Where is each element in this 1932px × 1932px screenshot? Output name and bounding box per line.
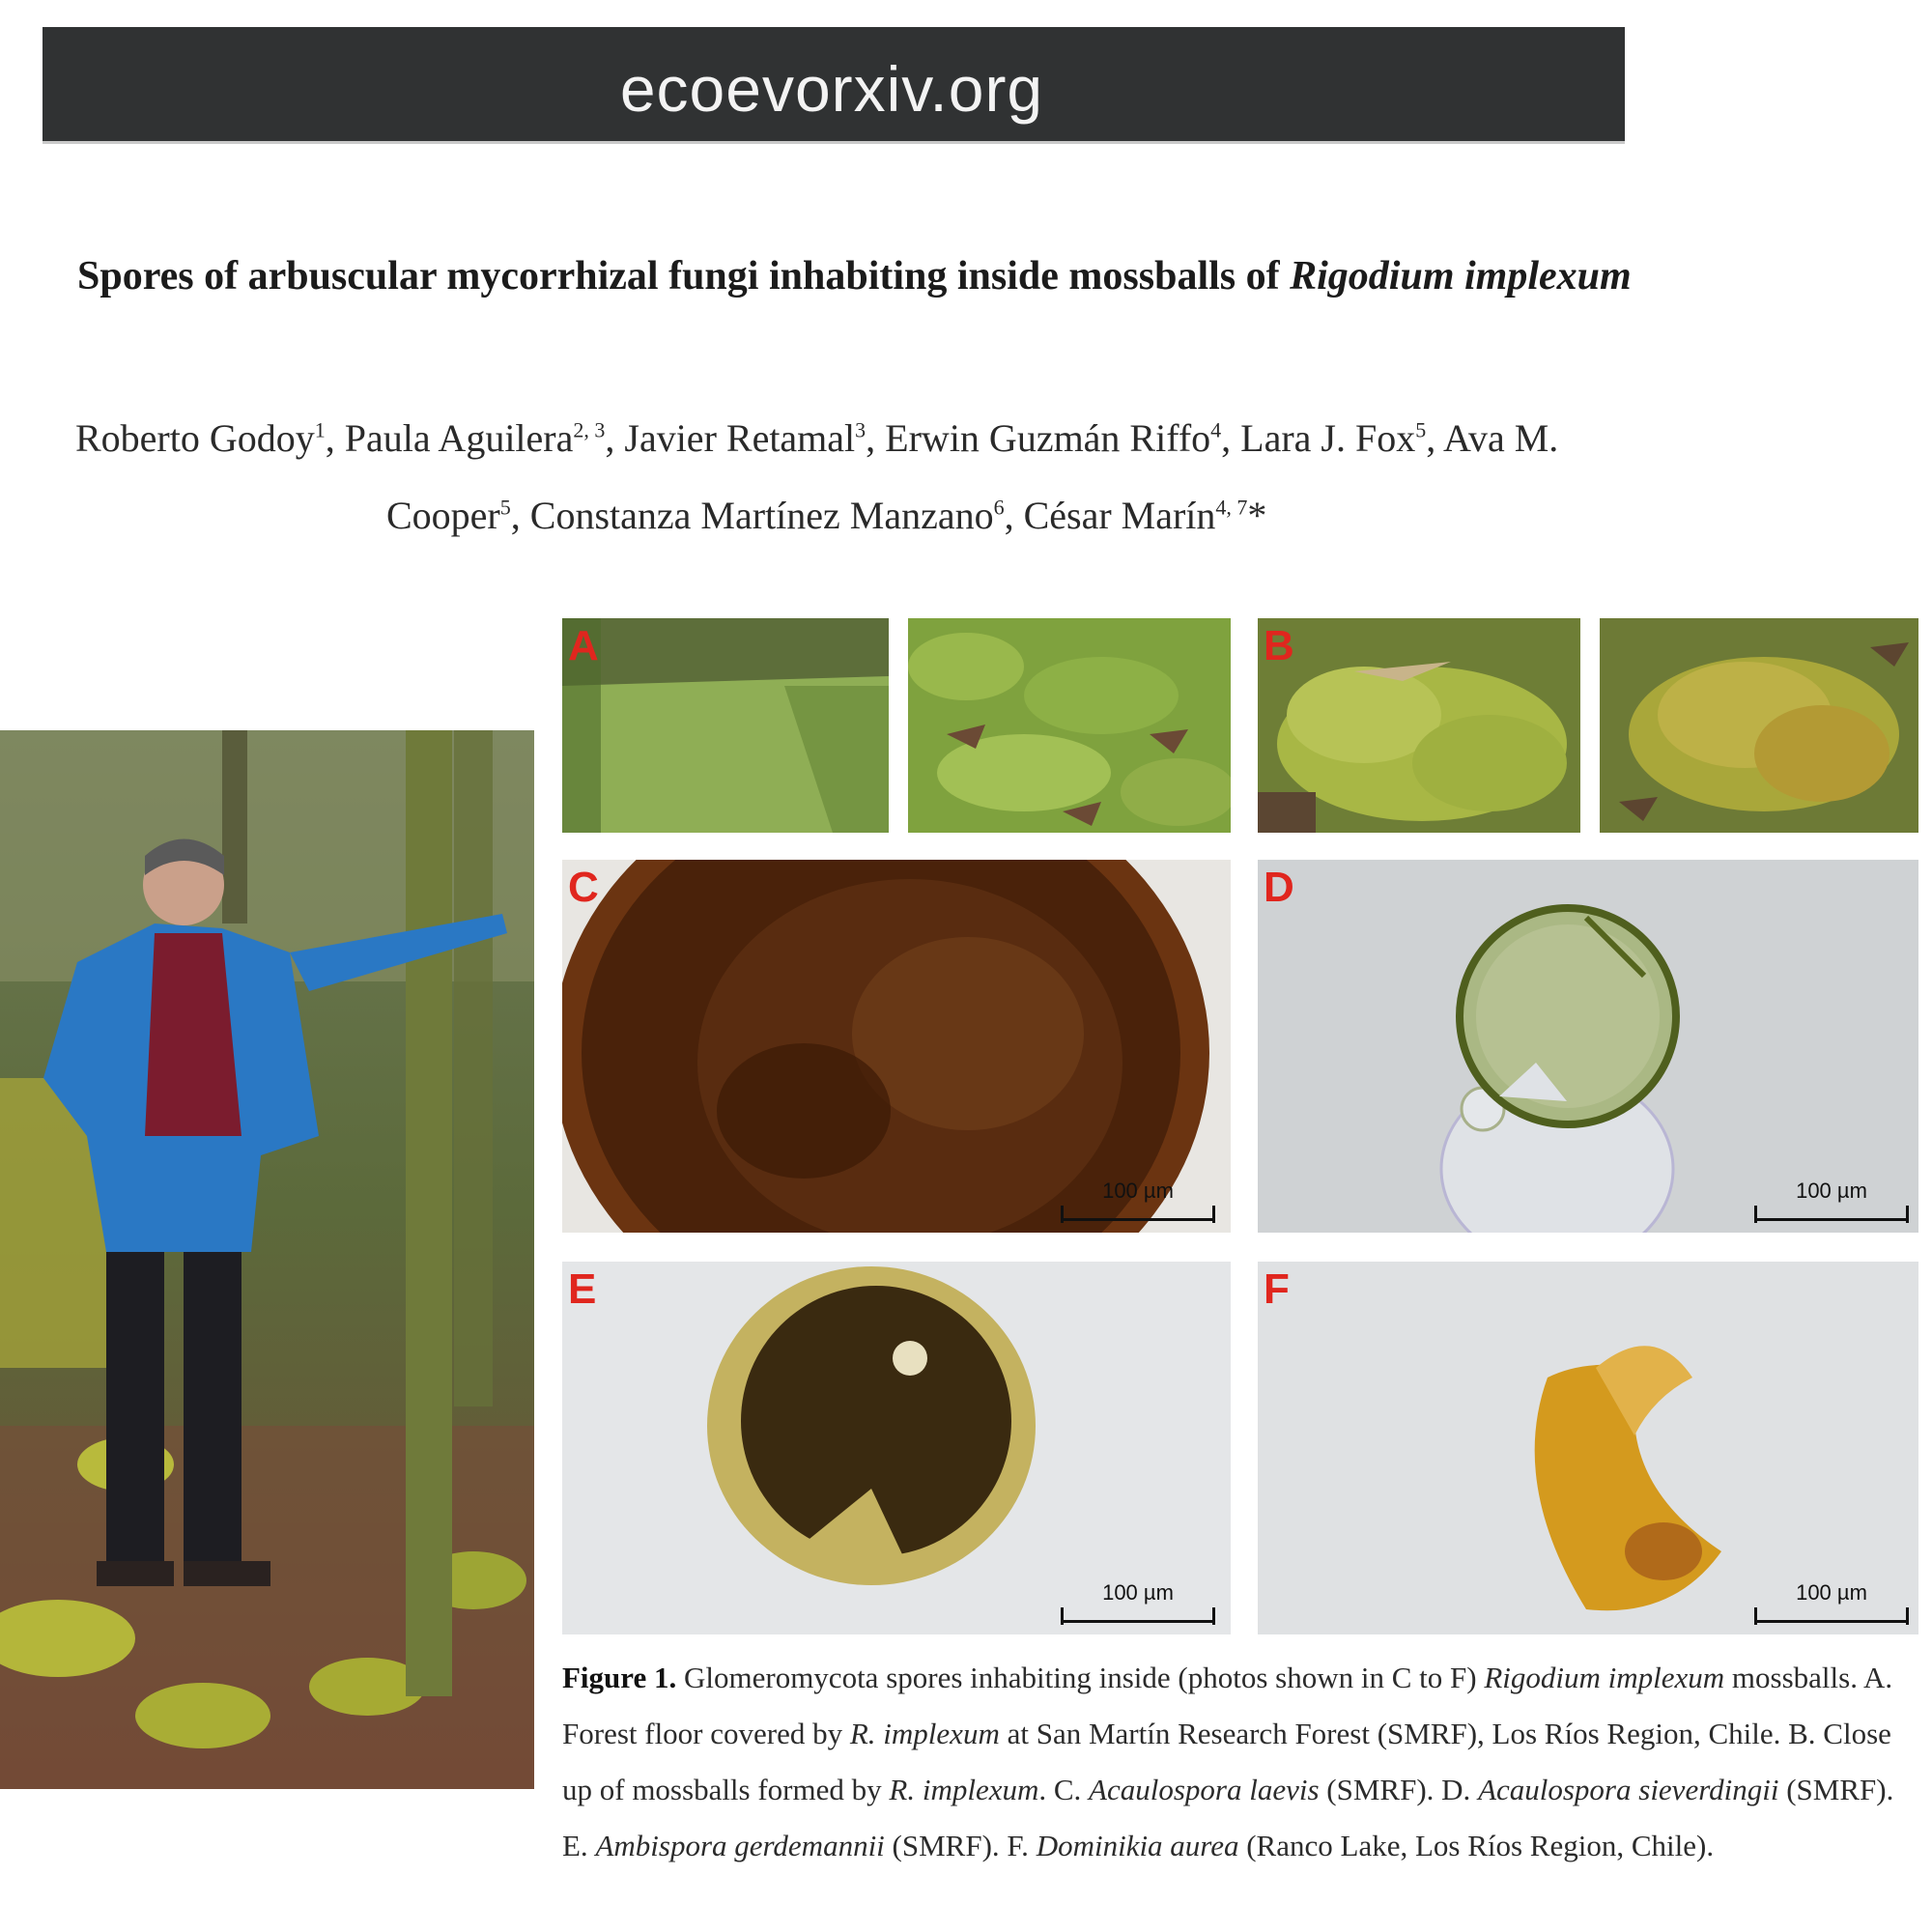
scale-bar-d xyxy=(1754,1179,1909,1223)
author-name: , Javier Retamal xyxy=(605,416,856,460)
scale-line xyxy=(1061,1218,1215,1221)
affiliation-mark: 2, 3 xyxy=(573,417,606,442)
caption-text: mossballs. A. Forest floor covered by xyxy=(562,1661,1893,1750)
author-name: Cooper xyxy=(386,494,500,537)
author-name: , César Marín xyxy=(1004,494,1216,537)
caption-text: (SMRF). E. xyxy=(562,1773,1894,1862)
affiliation-mark: 5 xyxy=(1415,417,1427,442)
moss-carpet-photo xyxy=(908,618,1231,833)
caption-text: (SMRF). F. xyxy=(884,1829,1037,1862)
spore-micrograph-f xyxy=(1258,1262,1918,1634)
caption-text: at San Martín Research Forest (SMRF), Los Ríos Region, Chile. B. Close up of mossballs formed by xyxy=(562,1717,1891,1806)
spore-micrograph-d xyxy=(1258,860,1918,1233)
author-name: , Ava M. xyxy=(1426,416,1559,460)
scale-tick-left xyxy=(1061,1206,1064,1223)
author-list-line-1 xyxy=(75,415,1640,461)
panel-label-d: D xyxy=(1264,864,1294,911)
panel-a-moss-carpet xyxy=(908,618,1231,833)
scale-tick-right xyxy=(1906,1607,1909,1625)
scale-tick-left xyxy=(1754,1607,1757,1625)
caption-text: . C. xyxy=(1038,1773,1090,1806)
scale-bar-e xyxy=(1061,1580,1215,1625)
scale-label: 100 µm xyxy=(1102,1179,1174,1203)
panel-c-acaulospora-laevis xyxy=(562,860,1231,1233)
scale-line xyxy=(1061,1620,1215,1623)
scale-tick-left xyxy=(1061,1607,1064,1625)
affiliation-mark: 5 xyxy=(499,495,511,520)
caption-species: Dominikia aurea xyxy=(1036,1829,1239,1862)
scale-bar-c xyxy=(1061,1179,1215,1223)
caption-species: Acaulospora laevis xyxy=(1089,1773,1320,1806)
caption-species: Acaulospora sieverdingii xyxy=(1478,1773,1779,1806)
panel-a-forest-floor xyxy=(562,618,889,833)
caption-species: R. implexum xyxy=(889,1773,1039,1806)
scale-line xyxy=(1754,1620,1909,1623)
scale-tick-right xyxy=(1212,1206,1215,1223)
panel-label-b: B xyxy=(1264,622,1294,669)
panel-label-f: F xyxy=(1264,1265,1290,1313)
forest-floor-photo xyxy=(562,618,889,833)
field-photo-researcher-in-forest xyxy=(0,730,534,1789)
caption-species: R. implexum xyxy=(849,1717,1000,1750)
panel-b-mossball-closeup-2 xyxy=(1600,618,1918,833)
author-name: , Erwin Guzmán Riffo xyxy=(866,416,1211,460)
site-name[interactable]: ecoevorxiv.org xyxy=(619,53,1044,125)
author-name: Roberto Godoy xyxy=(75,416,315,460)
caption-label: Figure 1. xyxy=(562,1661,677,1694)
affiliation-mark: 1 xyxy=(314,417,326,442)
scale-label: 100 µm xyxy=(1796,1179,1867,1203)
panel-f-dominikia-aurea xyxy=(1258,1262,1918,1634)
author-list-line-2 xyxy=(386,493,1932,538)
scale-line xyxy=(1754,1218,1909,1221)
site-banner xyxy=(43,27,1625,144)
panel-e-ambispora-gerdemannii xyxy=(562,1262,1231,1634)
scale-label: 100 µm xyxy=(1102,1580,1174,1605)
author-name: , Paula Aguilera xyxy=(325,416,574,460)
paper-title xyxy=(77,253,1632,299)
caption-text: (SMRF). D. xyxy=(1319,1773,1479,1806)
panel-label-a: A xyxy=(568,622,599,669)
title-text: Spores of arbuscular mycorrhizal fungi inhabiting inside mossballs of xyxy=(77,254,1291,298)
title-species: Rigodium implexum xyxy=(1290,254,1632,298)
scale-bar-f xyxy=(1754,1580,1909,1625)
corresponding-mark: * xyxy=(1247,494,1267,537)
panel-b-mossball-closeup-1 xyxy=(1258,618,1580,833)
caption-species: Ambispora gerdemannii xyxy=(595,1829,885,1862)
panel-label-c: C xyxy=(568,864,599,911)
scale-tick-right xyxy=(1906,1206,1909,1223)
scale-tick-right xyxy=(1212,1607,1215,1625)
mossball-photo-2 xyxy=(1600,618,1918,833)
spore-micrograph-e xyxy=(562,1262,1231,1634)
scale-tick-left xyxy=(1754,1206,1757,1223)
affiliation-mark: 3 xyxy=(855,417,867,442)
field-photo-illustration xyxy=(0,730,534,1789)
caption-text: (Ranco Lake, Los Ríos Region, Chile). xyxy=(1238,1829,1715,1862)
mossball-photo-1 xyxy=(1258,618,1580,833)
author-name: , Lara J. Fox xyxy=(1221,416,1416,460)
affiliation-mark: 6 xyxy=(993,495,1005,520)
figure-caption xyxy=(562,1650,1905,1874)
scale-label: 100 µm xyxy=(1796,1580,1867,1605)
panel-label-e: E xyxy=(568,1265,597,1313)
caption-text: Glomeromycota spores inhabiting inside (photos shown in C to F) xyxy=(676,1661,1485,1694)
affiliation-mark: 4, 7 xyxy=(1215,495,1248,520)
panel-d-acaulospora-sieverdingii xyxy=(1258,860,1918,1233)
caption-species: Rigodium implexum xyxy=(1484,1661,1725,1694)
affiliation-mark: 4 xyxy=(1210,417,1222,442)
author-name: , Constanza Martínez Manzano xyxy=(510,494,994,537)
spore-micrograph-c xyxy=(562,860,1231,1233)
